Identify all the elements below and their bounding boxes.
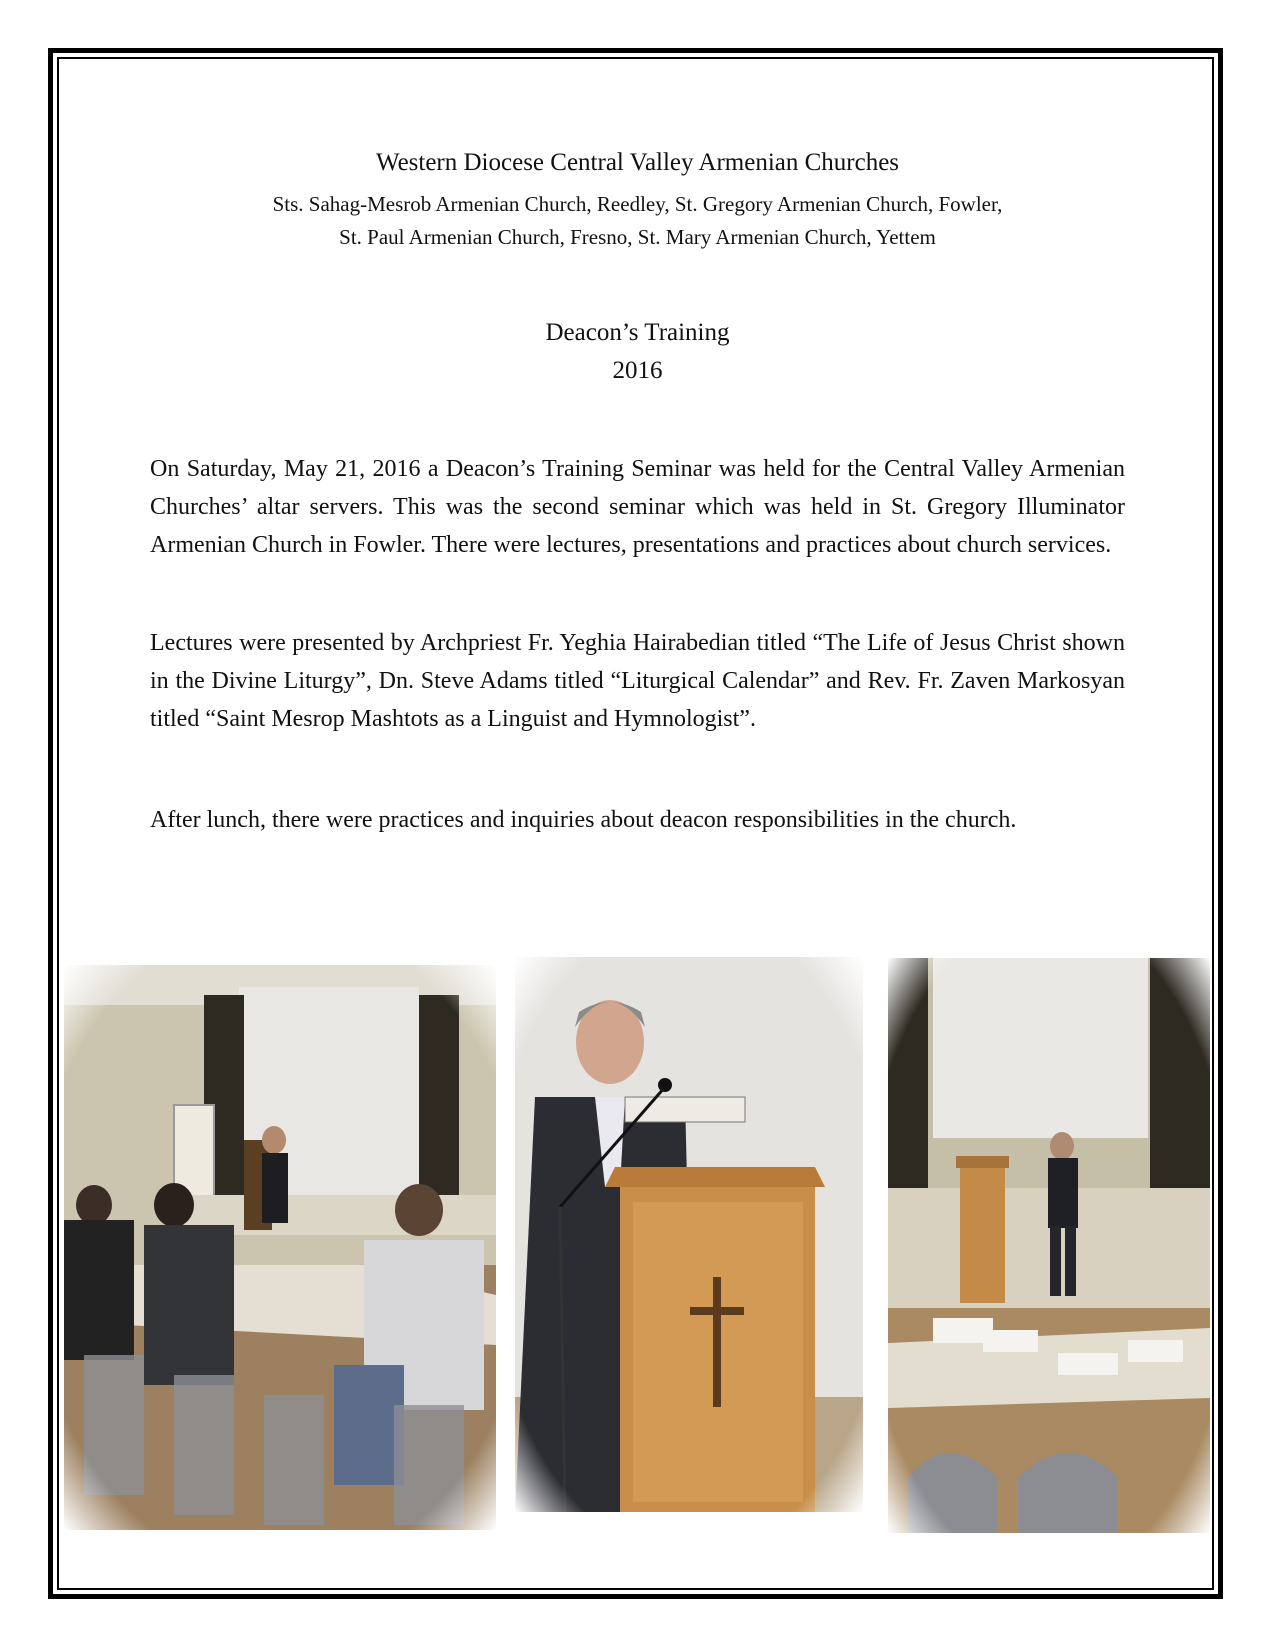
paragraph-seminar: On Saturday, May 21, 2016 a Deacon’s Training Seminar was held for the Central Valley Armenian Churches’ altar servers. This was the second seminar which was held in St. Gregory Illuminator Armenian Church in Fowler. There were lectures, presentations and practices about church services. bbox=[150, 456, 1125, 558]
church-list bbox=[0, 188, 1275, 254]
photo-hall-attendees bbox=[64, 965, 496, 1530]
church-list-line-2: St. Paul Armenian Church, Fresno, St. Mary Armenian Church, Yettem bbox=[339, 225, 936, 249]
photo-speaker-stage bbox=[888, 958, 1210, 1533]
paragraph-after-lunch: After lunch, there were practices and inquiries about deacon responsibilities in the church. bbox=[150, 807, 1017, 833]
organization-title: Western Diocese Central Valley Armenian Churches bbox=[375, 149, 900, 176]
title-text: Deacon’s Training bbox=[545, 319, 730, 346]
photo-speaker-podium bbox=[515, 957, 863, 1512]
title-year: 2016 bbox=[612, 357, 663, 384]
church-list-line-1: Sts. Sahag-Mesrob Armenian Church, Reedley, St. Gregory Armenian Church, Fowler, bbox=[272, 192, 1003, 216]
paragraph-lectures: Lectures were presented by Archpriest Fr. Yeghia Hairabedian titled “The Life of Jesus Christ shown in the Divine Liturgy”, Dn. Steve Adams titled “Liturgical Calendar” and Rev. Fr. Zaven Markosyan titled “Saint Mesrop Mashtots as a Linguist and Hymnologist”. bbox=[150, 630, 1125, 732]
document-title bbox=[0, 314, 1275, 390]
